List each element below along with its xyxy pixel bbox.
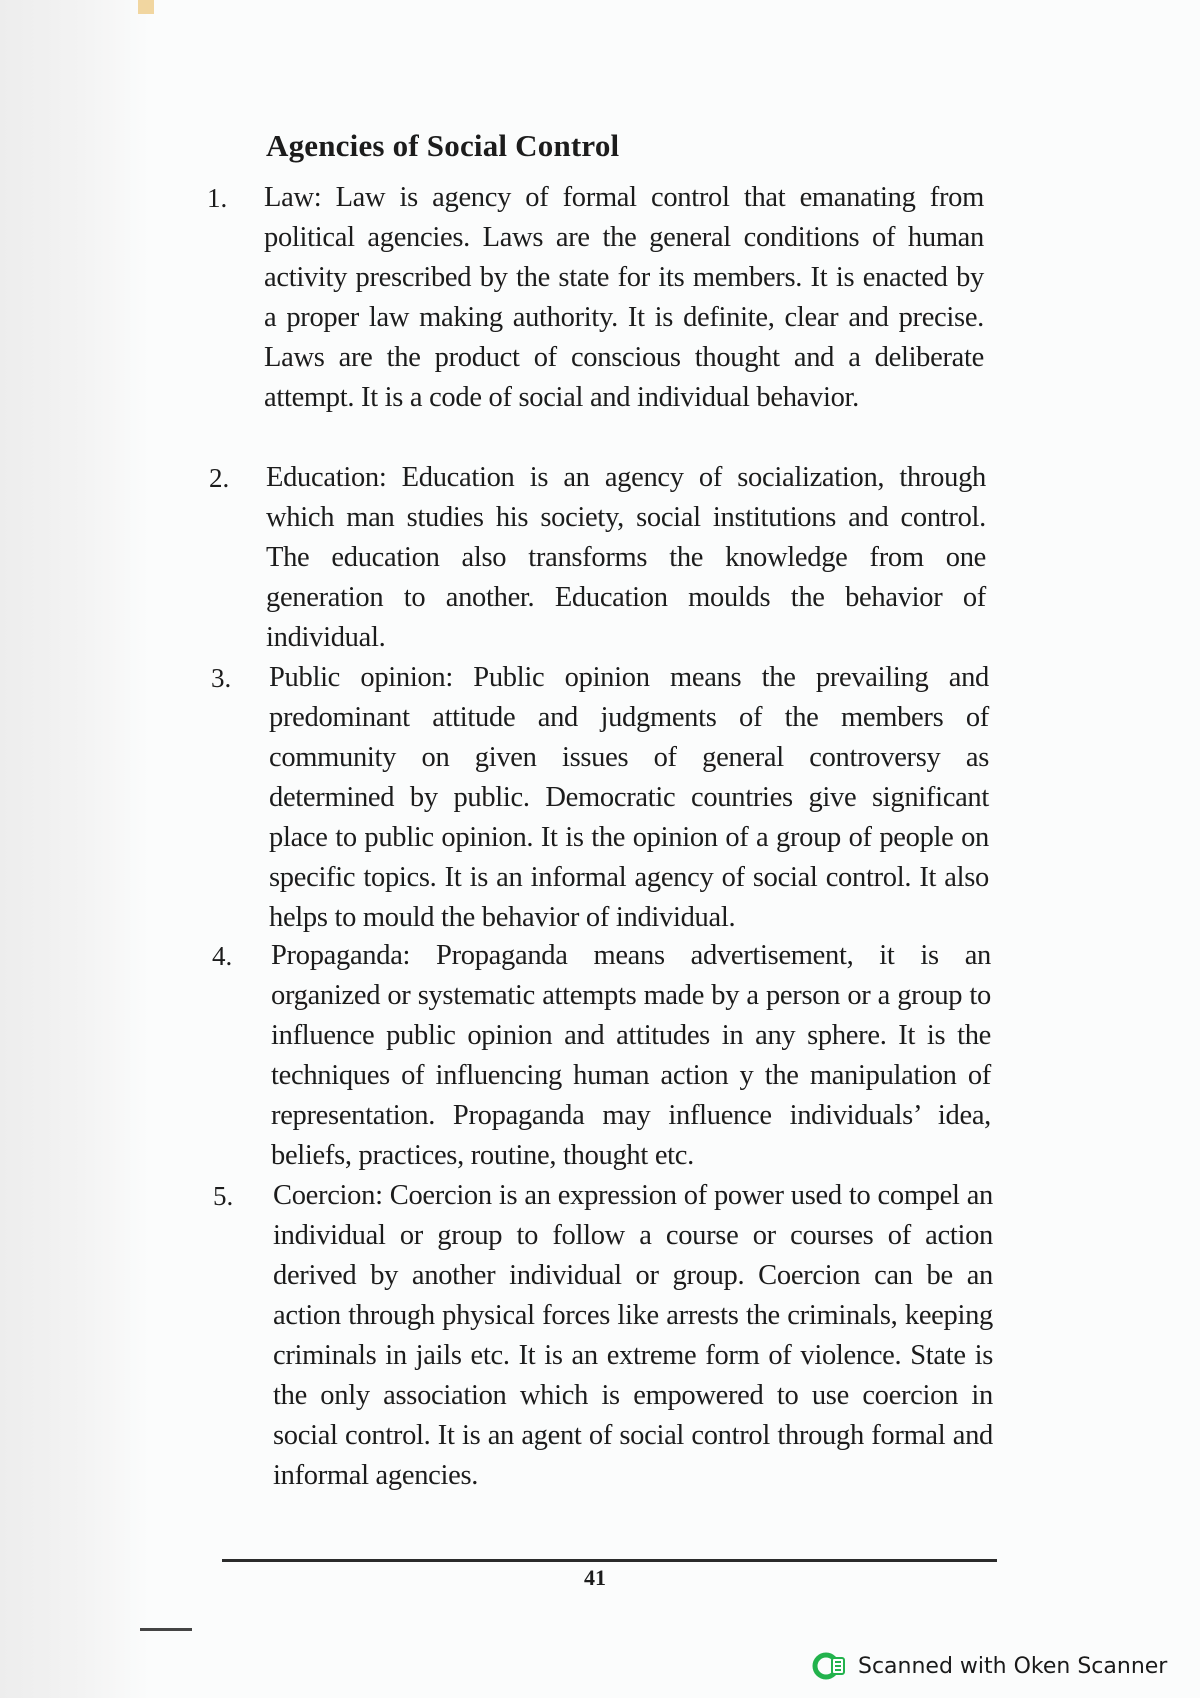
scanner-watermark-text: Scanned with Oken Scanner	[858, 1653, 1168, 1679]
footer-rule	[222, 1559, 997, 1562]
page-number: 41	[584, 1565, 606, 1590]
item-number: 1.	[207, 183, 228, 213]
item-number: 4.	[212, 941, 233, 971]
corner-mark	[138, 0, 154, 14]
page-binding-shadow	[0, 0, 150, 1698]
scanner-watermark	[812, 1649, 1167, 1683]
item-number: 5.	[213, 1181, 234, 1211]
item-text: Propaganda: Propaganda means advertisement, it is an organized or systematic attempts made by a person or a group to influence public opinion and attitudes in any sphere. It is the techniques of influencing human action y the manipulation of representation. Propaganda may influence individuals’ idea, beliefs, practices, routine, thought etc.	[271, 940, 991, 1171]
section-heading: Agencies of Social Control	[266, 128, 620, 163]
oken-scanner-logo-icon	[812, 1649, 846, 1683]
edge-dash	[140, 1628, 192, 1631]
item-text: Coercion: Coercion is an expression of power used to compel an individual or group to follow a course or courses of action derived by another individual or group. Coercion can be an action through physical forces like arrests the criminals, keeping criminals in jails etc. It is an extreme form of violence. State is the only association which is empowered to use coercion in social control. It is an agent of social control through formal and informal agencies.	[273, 1180, 993, 1491]
item-text: Public opinion: Public opinion means the prevailing and predominant attitude and judgments of the members of community on given issues of general controversy as determined by public. Democratic countries give significant place to public opinion. It is the opinion of a group of people on specific topics. It is an informal agency of social control. It also helps to mould the behavior of individual.	[269, 662, 989, 933]
item-text: Law: Law is agency of formal control that emanating from political agencies. Laws are the general conditions of human activity prescribed by the state for its members. It is enacted by a proper law making authority. It is definite, clear and precise. Laws are the product of conscious thought and a deliberate attempt. It is a code of social and individual behavior.	[264, 182, 984, 413]
item-number: 3.	[211, 663, 232, 693]
item-text: Education: Education is an agency of socialization, through which man studies his society, social institutions and control. The education also transforms the knowledge from one generation to another. Education moulds the behavior of individual.	[266, 462, 986, 653]
item-number: 2.	[209, 463, 230, 493]
